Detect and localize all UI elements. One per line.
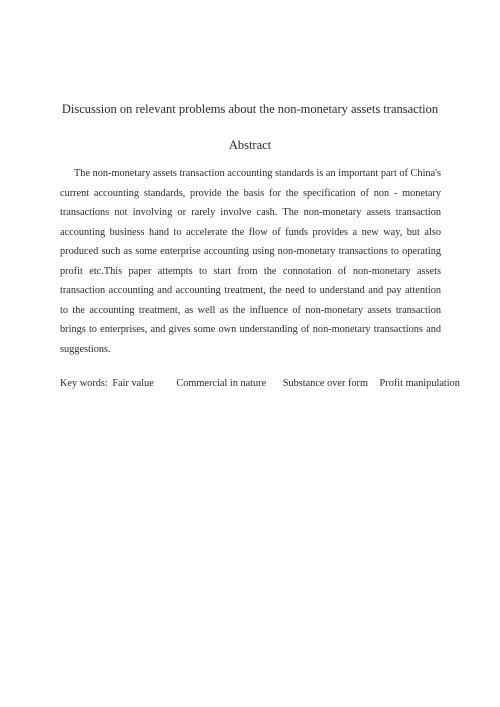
keywords-line	[60, 376, 460, 392]
keyword-item: Fair value	[112, 378, 154, 389]
keyword-item: Substance over form	[282, 378, 368, 389]
keyword-item: Profit manipulation	[379, 378, 460, 389]
keyword-item: Commercial in nature	[176, 378, 267, 389]
abstract-heading: Abstract	[228, 138, 272, 152]
keywords-label: Key words:	[60, 378, 108, 389]
paper-title: Discussion on relevant problems about the non-monetary assets transaction	[61, 102, 439, 116]
abstract-paragraph: The non-monetary assets transaction accounting standards is an important part of China's current accounting standards, provide the basis for the specification of non - monetary transactions not involving or rarely involve cash. The non-monetary assets transaction accounting business hand to accelerate the flow of funds provides a new way, but also produced such as some enterprise accounting using non-monetary transactions to operating profit etc.This paper attempts to start from the connotation of non-monetary assets transaction accounting and accounting treatment, the need to understand and pay attention to the accounting treatment, as well as the influence of non-monetary assets transaction brings to enterprises, and gives some own understanding of non-monetary transactions and suggestions.	[60, 168, 442, 355]
